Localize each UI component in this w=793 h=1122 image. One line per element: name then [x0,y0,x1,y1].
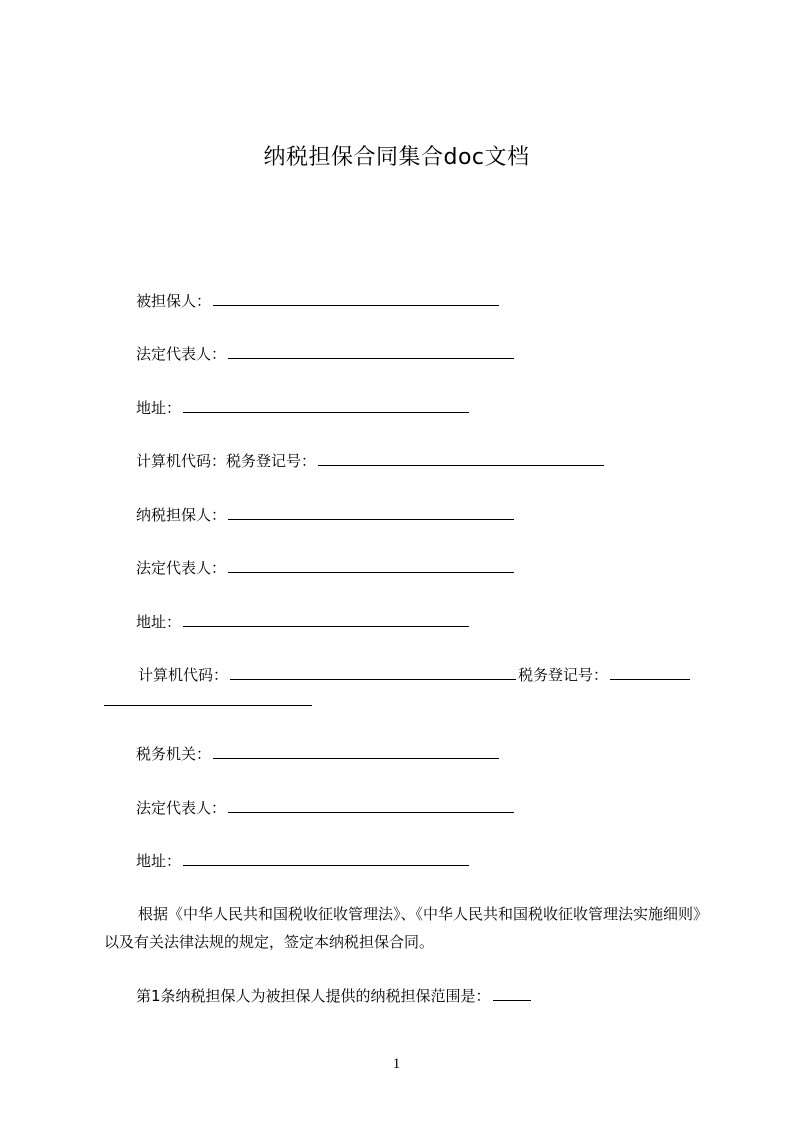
field-label: 法定代表人： [136,799,227,817]
field-label: 计算机代码：税务登记号： [136,452,317,470]
field-label: 法定代表人： [136,345,227,363]
field-address [136,398,469,418]
field-label: 地址： [136,399,182,417]
fill-blank[interactable] [183,398,469,413]
field-tax-authority [136,744,499,764]
field-computer-code-tax-reg-2 [138,665,690,685]
field-label: 被担保人： [136,292,212,310]
field-legal-representative [136,344,514,364]
page-number: 1 [392,1056,401,1072]
fill-blank[interactable] [228,505,514,520]
fill-blank[interactable] [228,558,514,573]
fill-blank[interactable] [183,851,469,866]
field-label: 税务登记号： [518,666,609,684]
fill-blank[interactable] [610,665,690,680]
field-continuation [104,691,312,711]
fill-blank[interactable] [104,691,312,706]
fill-blank[interactable] [228,798,514,813]
field-tax-guarantor [136,505,514,525]
fill-blank[interactable] [183,612,469,627]
clause-text: 第1条纳税担保人为被担保人提供的纳税担保范围是： [136,987,491,1005]
document-title: 纳税担保合同集合doc文档 [263,145,530,170]
fill-blank[interactable] [230,665,516,680]
fill-blank[interactable] [493,986,531,1001]
field-label: 地址： [136,613,182,631]
field-address [136,851,469,871]
field-label: 地址： [136,852,182,870]
fill-blank[interactable] [228,344,514,359]
field-label: 法定代表人： [136,559,227,577]
field-legal-representative [136,798,514,818]
clause-1 [136,986,531,1006]
fill-blank[interactable] [213,291,499,306]
fill-blank[interactable] [318,451,604,466]
field-guaranteed-party [136,291,499,311]
fill-blank[interactable] [213,744,499,759]
preamble-paragraph: 根据《中华人民共和国税收征收管理法》、《中华人民共和国税收征收管理法实施细则》以及有关法律法规的规定，签定本纳税担保合同。 [104,905,701,951]
field-legal-representative [136,558,514,578]
field-label: 税务机关： [136,745,212,763]
field-label: 计算机代码： [138,666,229,684]
field-computer-code-tax-reg [136,451,604,471]
field-address [136,612,469,632]
field-label: 纳税担保人： [136,506,227,524]
